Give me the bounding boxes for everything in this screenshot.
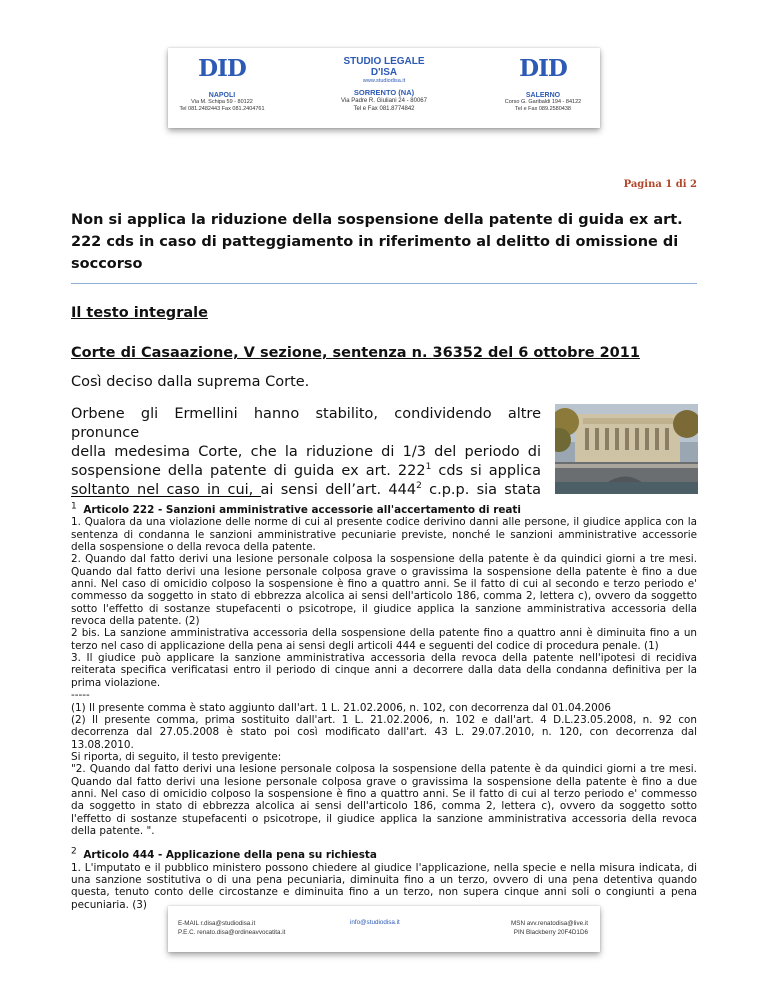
footnote-1-text: 3. Il giudice può applicare la sanzione amministrativa accessoria della revoca della patente nell'ipotesi di recidiva reiterata specifica verificatasi entro il periodo di cinque anni a decorrere dalla data della condanna definitiva per la prima violazione.	[71, 652, 697, 689]
office-city: SALERNO	[525, 92, 561, 99]
main-paragraph	[71, 405, 541, 500]
footer-pin: PIN Blackberry 20F4D1D6	[513, 929, 588, 936]
office-phone: Tel e Fax 089.2580438	[515, 106, 571, 112]
footnotes	[71, 502, 697, 911]
logo-text: DID	[198, 55, 246, 82]
office-city: SORRENTO (NA)	[353, 88, 415, 97]
page-indicator: Pagina 1 di 2	[623, 179, 697, 190]
courthouse-image	[555, 404, 698, 494]
studio-logo-right	[490, 56, 596, 82]
office-phone: Tel e Fax 081.8774842	[353, 106, 415, 112]
footer-info-email[interactable]: info@studiodisa.it	[350, 919, 400, 926]
footer	[168, 906, 600, 952]
footer-msn: MSN avv.renatodisa@live.it	[511, 920, 588, 927]
text-line: della medesima Corte, che la riduzione di 1/3 del periodo di	[71, 444, 541, 460]
footer-contacts-right	[511, 919, 588, 937]
office-city: NAPOLI	[208, 92, 236, 99]
footnote-1-text: Si riporta, di seguito, il testo previgente:	[71, 750, 282, 763]
office-address: Corso G. Garibaldi 194 - 84122	[504, 99, 582, 105]
firm-name: STUDIO LEGALE	[343, 56, 425, 67]
footnote-2-heading: $^2$ Articolo 444 - Applicazione della pena su richiesta	[71, 846, 377, 862]
footnote-ref-1[interactable]: 1	[425, 462, 432, 473]
intro-text: Così deciso dalla suprema Corte.	[71, 374, 310, 390]
footnote-1-text: 2 bis. La sanzione amministrativa accessoria della sospensione della patente fino a quattro anni è diminuita fino a un terzo nel caso di applicazione della pena ai sensi degli articoli 444 e seguenti del codice di procedura penale. (1)	[71, 627, 697, 652]
footer-contacts-left	[178, 919, 285, 937]
footnote-1-heading: $^1$ Articolo 222 - Sanzioni amministrative accessorie all'accertamento di reati	[71, 501, 521, 516]
letterhead-sorrento	[304, 56, 464, 113]
text-line: Orbene gli Ermellini hanno stabilito, condividendo altre pronunce	[71, 406, 541, 441]
logo-text: DID	[519, 55, 567, 82]
footer-pec[interactable]: P.E.C. renato.disa@ordineavvocatita.it	[178, 929, 286, 936]
footnote-1-text: (1) Il presente comma è stato aggiunto dall'art. 1 L. 21.02.2006, n. 102, con decorrenza dal 01.04.2006	[71, 701, 611, 714]
letterhead-napoli	[172, 56, 272, 113]
footnote-1-text: 1. Qualora da una violazione delle norme di cui al presente codice derivino danni alle persone, il giudice applica con la sentenza di condanna le sanzioni amministrative pecuniarie previste, nonché le sanzioni amministrative accessorie della sospensione o della revoca della patente.	[71, 516, 697, 554]
footnote-1-text: (2) Il presente comma, prima sostituito dall'art. 1 L. 21.02.2006, n. 102 e dall'art. 4 D.L.23.05.2008, n. 92 con decorrenza dal 27.05.2008 è stato poi così modificato dall'art. 43 L. 29.07.2010, n. 120, con decorrenza dal 13.08.2010.	[71, 713, 697, 751]
court-heading: Corte di Casaazione, V sezione, sentenza n. 36352 del 6 ottobre 2011	[71, 345, 640, 361]
firm-surname: D'ISA	[370, 67, 398, 78]
office-phone: Tel 081.2482443 Fax 081.2404761	[179, 106, 265, 112]
footnote-2-text: 1. L'imputato e il pubblico ministero possono chiedere al giudice l'applicazione, nella specie e nella misura indicata, di una sanzione sostitutiva o di una pena pecuniaria, diminuita fino a un terzo, ovvero di una pena detentiva quando questa, tenuto conto delle circostanze e diminuita fino a un terzo, non supera cinque anni soli o congiunti a pena pecuniaria. (3)	[71, 861, 697, 911]
document-title: Non si applica la riduzione della sospensione della patente di guida ex art. 222 cds in caso di patteggiamento in riferimento al delitto di omissione di soccorso	[71, 209, 697, 284]
studio-logo-left	[172, 56, 272, 82]
courthouse-photo	[555, 404, 698, 494]
letterhead-salerno	[490, 56, 596, 113]
footnote-1-text: "2. Quando dal fatto derivi una lesione personale colposa la sospensione della patente è da quindici giorni a tre mesi. Quando dal fatto derivi una lesione personale colposa grave o gravissima la sospensione della patente è fino a due anni. Nel caso di omicidio colposo la sospensione è fino a quattro anni. Se il fatto di cui al terzo periodo e' commesso da soggetto in stato di ebbrezza alcolica ai sensi dell'articolo 186, comma 2, lettera c), ovvero da soggetto sotto l'effetto di sostanze stupefacenti o psicotrope, il giudice applica la sanzione amministrativa accessoria della revoca della patente. ".	[71, 763, 697, 837]
letterhead	[168, 48, 600, 128]
office-address: Via Padre R. Giuliani 24 - 80067	[341, 98, 427, 104]
footnote-separator	[71, 496, 261, 497]
office-address: Via M. Schipa 59 - 80122	[191, 99, 253, 105]
footer-email[interactable]: E-MAIL r.disa@studiodisa.it	[178, 920, 256, 927]
text-line: sospensione della patente di guida ex art. $222^1$ cds si applica	[71, 462, 541, 479]
footnote-1-text: -----	[71, 689, 90, 702]
firm-website: www.studiodisa.it	[362, 78, 406, 84]
footnote-ref-2[interactable]: 2	[416, 481, 422, 492]
section-heading: Il testo integrale	[71, 305, 208, 321]
text-line: soltanto nel caso in cui, ai sensi dell’art. $444^2$ c.p.p. sia stata	[71, 481, 542, 498]
footnote-1-text: 2. Quando dal fatto derivi una lesione personale colposa la sospensione della patente è da quindici giorni a tre mesi. Quando dal fatto derivi una lesione personale colposa grave o gravissima la sospensione della patente è fino a due anni. Nel caso di omicidio colposo la sospensione è fino a quattro anni. Se il fatto di cui al secondo e terzo periodo e' commesso da soggetto in stato di ebbrezza alcolica ai sensi dell'articolo 186, comma 2, lettera c), ovvero da soggetto sotto l'effetto di sostanze stupefacenti o psicotrope, il giudice applica la sanzione amministrativa accessoria della revoca della patente. (2)	[71, 553, 697, 628]
